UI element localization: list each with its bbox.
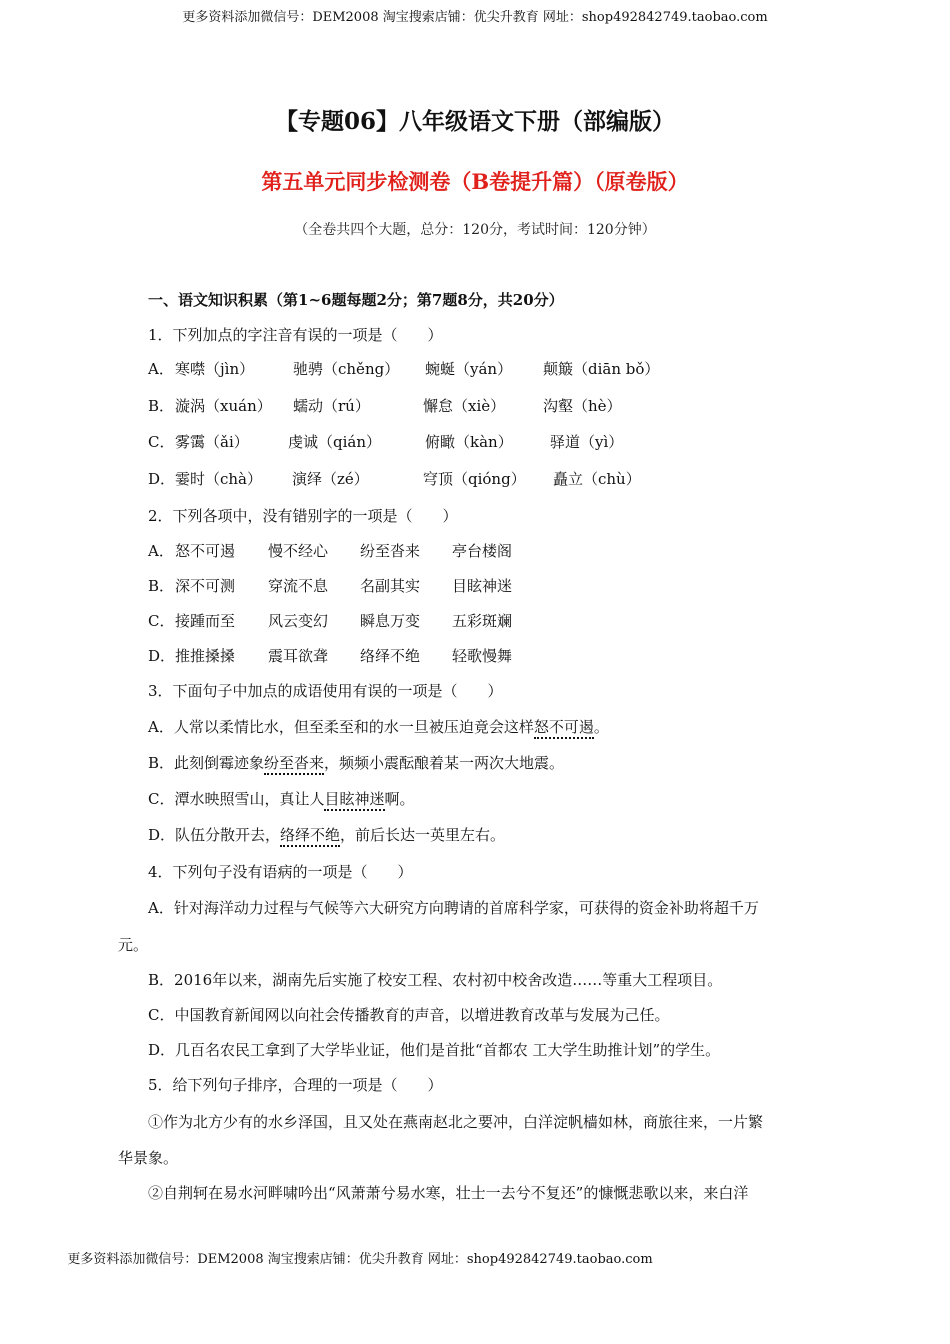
q4-option-b: B．2016年以来，湖南先后实施了校安工程、农村初中校舍改造……等重大工程项目。 [148, 971, 723, 989]
exam-note: （全卷共四个大题，总分：120分，考试时间：120分钟） [294, 222, 656, 238]
q4-option-a-cont: 元。 [118, 936, 149, 954]
option-label: A． [148, 360, 174, 378]
option-text: ，前后长达一英里左右。 [340, 826, 506, 844]
option-text: A．人常以柔情比水，但至柔至和的水一旦被压迫竟会这样 [148, 718, 534, 736]
option-item: 震耳欲聋 [268, 647, 329, 665]
option-label: B． [148, 577, 175, 595]
option-item: 慢不经心 [268, 542, 329, 560]
option-text: B．此刻倒霉迹象 [148, 754, 265, 772]
option-item: 风云变幻 [268, 612, 329, 630]
question-5-stem: 5．给下列句子排序，合理的一项是（ ） [148, 1076, 443, 1094]
option-item: 寒噤（jìn） [175, 360, 255, 378]
q4-option-d: D．几百名农民工拿到了大学毕业证，他们是首批“首都农 工大学生助推计划”的学生。 [148, 1041, 721, 1059]
option-item: 轻歌慢舞 [452, 647, 513, 665]
option-item: 穹顶（qióng） [423, 470, 526, 488]
option-item: 目眩神迷 [452, 577, 513, 595]
option-item: 络绎不绝 [360, 647, 421, 665]
option-label: C． [148, 433, 175, 451]
option-item: 五彩斑斓 [452, 612, 513, 630]
dotted-idiom: 目眩神迷 [324, 790, 384, 811]
page-subtitle: 第五单元同步检测卷（B卷提升篇）（原卷版） [261, 169, 689, 194]
option-text: 。 [593, 718, 609, 736]
option-item: 驰骋（chěng） [293, 360, 400, 378]
option-item: 演绎（zé） [292, 470, 369, 488]
option-item: 霎时（chà） [175, 470, 263, 488]
option-item: 深不可测 [175, 577, 236, 595]
option-item: 沟壑（hè） [543, 397, 622, 415]
option-label: A． [148, 542, 174, 560]
page-footer: 更多资料添加微信号：DEM2008 淘宝搜索店铺：优尖升教育 网址：shop492842749.taobao.com [67, 1252, 653, 1267]
q5-sentence-1: ①作为北方少有的水乡泽国，且又处在燕南赵北之要冲，白洋淀帆樯如林，商旅往来，一片繁 [148, 1113, 764, 1131]
option-item: 驿道（yì） [550, 433, 624, 451]
question-4-stem: 4．下列句子没有语病的一项是（ ） [148, 863, 413, 881]
q3-option-b [148, 752, 564, 773]
option-item: 懈怠（xiè） [423, 397, 506, 415]
option-item: 矗立（chù） [553, 470, 641, 488]
q4-option-c: C．中国教育新闻网以向社会传播教育的声音，以增进教育改革与发展为己任。 [148, 1006, 670, 1024]
option-item: 穿流不息 [268, 577, 329, 595]
option-label: C． [148, 612, 175, 630]
option-item: 颠簸（diān bǒ） [543, 360, 660, 378]
option-label: D． [148, 647, 176, 665]
option-item: 名副其实 [360, 577, 421, 595]
option-text: ，频频小震酝酿着某一两次大地震。 [324, 754, 565, 772]
option-item: 怒不可遏 [175, 542, 236, 560]
dotted-idiom: 纷至沓来 [264, 754, 324, 775]
option-item: 虔诚（qián） [288, 433, 382, 451]
question-2-stem: 2．下列各项中，没有错别字的一项是（ ） [148, 507, 458, 525]
option-item: 雾霭（ǎi） [175, 433, 249, 451]
option-item: 接踵而至 [175, 612, 236, 630]
page-title: 【专题06】八年级语文下册（部编版） [274, 108, 675, 135]
option-item: 瞬息万变 [360, 612, 421, 630]
q3-option-d [148, 824, 505, 845]
page-header: 更多资料添加微信号：DEM2008 淘宝搜索店铺：优尖升教育 网址：shop492842749.taobao.com [182, 10, 768, 25]
option-item: 漩涡（xuán） [175, 397, 272, 415]
dotted-idiom: 络绎不绝 [280, 826, 340, 847]
q4-option-a: A．针对海洋动力过程与气候等六大研究方向聘请的首席科学家，可获得的资金补助将超千万 [148, 899, 759, 917]
option-item: 推推搡搡 [175, 647, 236, 665]
option-item: 蜿蜒（yán） [425, 360, 513, 378]
option-label: D． [148, 470, 176, 488]
option-text: C．潭水映照雪山，真让人 [148, 790, 325, 808]
q5-sentence-2: ②自荆轲在易水河畔啸吟出“风萧萧兮易水寒，壮士一去兮不复还”的慷慨悲歌以来，来白洋 [148, 1184, 749, 1202]
option-item: 蠕动（rú） [293, 397, 370, 415]
dotted-idiom: 怒不可遏 [534, 718, 594, 739]
question-1-stem: 1．下列加点的字注音有误的一项是（ ） [148, 326, 443, 344]
option-item: 亭台楼阁 [452, 542, 513, 560]
option-label: B． [148, 397, 175, 415]
q3-option-a [148, 716, 609, 737]
option-text: D．队伍分散开去， [148, 826, 281, 844]
option-item: 纷至沓来 [360, 542, 421, 560]
question-3-stem: 3．下面句子中加点的成语使用有误的一项是（ ） [148, 682, 503, 700]
q5-sentence-1-cont: 华景象。 [118, 1149, 179, 1167]
q3-option-c [148, 788, 415, 809]
option-text: 啊。 [384, 790, 415, 808]
section-heading: 一、语文知识积累（第1~6题每题2分；第7题8分，共20分） [148, 291, 564, 309]
option-item: 俯瞰（kàn） [425, 433, 513, 451]
